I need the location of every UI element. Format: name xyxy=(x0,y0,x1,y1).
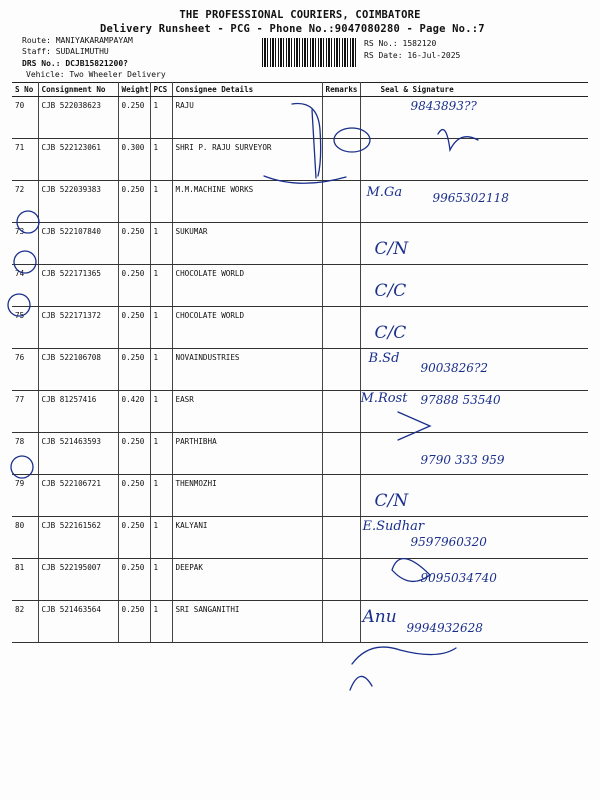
row-consignment-no: CJB 522039383 xyxy=(38,181,118,223)
row-consignee: PARTHIBHA xyxy=(172,433,322,475)
row-signature xyxy=(360,139,588,181)
rs-no-label: RS No.: xyxy=(364,39,398,48)
staff-value: SUDALIMUTHU xyxy=(55,47,109,56)
handwritten-phone: 9095034740 xyxy=(420,571,497,585)
vehicle-line xyxy=(26,69,166,80)
row-remarks xyxy=(322,307,360,349)
row-pcs: 1 xyxy=(150,223,172,265)
drs-line xyxy=(22,58,128,69)
company-title: THE PROFESSIONAL COURIERS, COIMBATORE xyxy=(179,9,421,21)
route-line xyxy=(22,35,133,46)
row-consignment-no: CJB 521463593 xyxy=(38,433,118,475)
row-weight: 0.250 xyxy=(118,433,150,475)
handwritten-signature: C/C xyxy=(374,281,407,301)
table-row xyxy=(12,181,588,223)
row-consignment-no: CJB 522106721 xyxy=(38,475,118,517)
vehicle-label: Vehicle: xyxy=(26,70,65,79)
row-consignee: CHOCOLATE WORLD xyxy=(172,265,322,307)
handwritten-phone: 9003826?2 xyxy=(420,361,489,375)
handwritten-phone: 9597960320 xyxy=(410,535,487,549)
row-consignee: SHRI P. RAJU SURVEYOR xyxy=(172,139,322,181)
row-consignment-no: CJB 522123061 xyxy=(38,139,118,181)
row-signature xyxy=(360,181,588,223)
staff-label: Staff: xyxy=(22,47,51,56)
row-pcs: 1 xyxy=(150,97,172,139)
row-signature xyxy=(360,97,588,139)
row-remarks xyxy=(322,433,360,475)
drs-value: DCJB15821200? xyxy=(65,59,128,68)
row-consignment-no: CJB 521463564 xyxy=(38,601,118,643)
table-row xyxy=(12,391,588,433)
handwritten-phone: 97888 53540 xyxy=(420,393,501,407)
handwritten-signature: M.Rost xyxy=(360,391,408,406)
rs-no-line xyxy=(364,38,436,49)
row-weight: 0.250 xyxy=(118,349,150,391)
vehicle-value: Two Wheeler Delivery xyxy=(69,70,166,79)
row-signature xyxy=(360,349,588,391)
drs-label: DRS No.: xyxy=(22,59,61,68)
row-pcs: 1 xyxy=(150,475,172,517)
route-value: MANIYAKARAMPAYAM xyxy=(55,36,133,45)
row-sno: 81 xyxy=(12,559,38,601)
table-row xyxy=(12,517,588,559)
row-sno: 76 xyxy=(12,349,38,391)
barcode-image xyxy=(262,38,358,67)
handwritten-signature: E.Sudhar xyxy=(362,519,425,534)
row-remarks xyxy=(322,181,360,223)
row-sno: 74 xyxy=(12,265,38,307)
row-weight: 0.250 xyxy=(118,517,150,559)
header-weight: Weight xyxy=(118,83,150,97)
row-sno: 75 xyxy=(12,307,38,349)
header-consignment: Consignment No xyxy=(38,83,118,97)
row-remarks xyxy=(322,223,360,265)
row-remarks xyxy=(322,349,360,391)
row-remarks xyxy=(322,517,360,559)
row-consignee: RAJU xyxy=(172,97,322,139)
table-header-row xyxy=(12,83,588,97)
row-consignee: CHOCOLATE WORLD xyxy=(172,307,322,349)
row-sno: 80 xyxy=(12,517,38,559)
row-consignment-no: CJB 522171372 xyxy=(38,307,118,349)
table-row xyxy=(12,559,588,601)
handwritten-signature: C/N xyxy=(374,239,409,259)
row-consignment-no: CJB 522106708 xyxy=(38,349,118,391)
row-consignee: SRI SANGANITHI xyxy=(172,601,322,643)
row-weight: 0.250 xyxy=(118,601,150,643)
row-weight: 0.250 xyxy=(118,559,150,601)
row-consignment-no: CJB 522195007 xyxy=(38,559,118,601)
row-pcs: 1 xyxy=(150,601,172,643)
handwritten-phone: 9843893?? xyxy=(410,99,477,113)
row-weight: 0.250 xyxy=(118,97,150,139)
rs-no-value: 1582120 xyxy=(402,39,437,48)
handwritten-signature: Anu xyxy=(362,607,397,627)
rs-date-line xyxy=(364,50,460,61)
row-weight: 0.300 xyxy=(118,139,150,181)
row-signature xyxy=(360,391,588,433)
row-consignee: DEEPAK xyxy=(172,559,322,601)
row-sno: 72 xyxy=(12,181,38,223)
header-pcs: PCS xyxy=(150,83,172,97)
row-consignment-no: CJB 522107840 xyxy=(38,223,118,265)
row-consignment-no: CJB 522161562 xyxy=(38,517,118,559)
table-row xyxy=(12,97,588,139)
table-row xyxy=(12,307,588,349)
row-remarks xyxy=(322,601,360,643)
header-signature: Seal & Signature xyxy=(360,83,588,97)
row-pcs: 1 xyxy=(150,433,172,475)
row-remarks xyxy=(322,97,360,139)
header-consignee: Consignee Details xyxy=(172,83,322,97)
rs-date-label: RS Date: xyxy=(364,51,403,60)
table-row xyxy=(12,265,588,307)
table-row xyxy=(12,139,588,181)
row-weight: 0.250 xyxy=(118,181,150,223)
row-pcs: 1 xyxy=(150,139,172,181)
handwritten-signature: M.Ga xyxy=(366,185,403,200)
row-consignment-no: CJB 522171365 xyxy=(38,265,118,307)
header-sno: S No xyxy=(12,83,38,97)
row-sno: 73 xyxy=(12,223,38,265)
row-pcs: 1 xyxy=(150,307,172,349)
row-remarks xyxy=(322,475,360,517)
row-consignment-no: CJB 522038623 xyxy=(38,97,118,139)
row-remarks xyxy=(322,559,360,601)
handwritten-phone: 9965302118 xyxy=(432,191,509,205)
row-signature xyxy=(360,433,588,475)
row-sno: 77 xyxy=(12,391,38,433)
row-consignee: M.M.MACHINE WORKS xyxy=(172,181,322,223)
rs-date-value: 16-Jul-2025 xyxy=(407,51,461,60)
row-consignee: NOVAINDUSTRIES xyxy=(172,349,322,391)
row-signature xyxy=(360,223,588,265)
row-pcs: 1 xyxy=(150,181,172,223)
row-pcs: 1 xyxy=(150,349,172,391)
table-row xyxy=(12,601,588,643)
row-sno: 70 xyxy=(12,97,38,139)
row-sno: 71 xyxy=(12,139,38,181)
row-weight: 0.250 xyxy=(118,475,150,517)
row-pcs: 1 xyxy=(150,559,172,601)
handwritten-phone: 9790 333 959 xyxy=(420,453,505,467)
row-signature xyxy=(360,559,588,601)
row-signature xyxy=(360,475,588,517)
row-consignee: THENMOZHI xyxy=(172,475,322,517)
row-weight: 0.250 xyxy=(118,265,150,307)
row-pcs: 1 xyxy=(150,265,172,307)
row-consignment-no: CJB 81257416 xyxy=(38,391,118,433)
row-signature xyxy=(360,307,588,349)
staff-line xyxy=(22,46,109,57)
row-remarks xyxy=(322,391,360,433)
row-sno: 78 xyxy=(12,433,38,475)
row-signature xyxy=(360,265,588,307)
handwritten-signature: C/N xyxy=(374,491,409,511)
table-row xyxy=(12,349,588,391)
row-remarks xyxy=(322,139,360,181)
handwritten-phone: 9994932628 xyxy=(406,621,483,635)
table-row xyxy=(12,475,588,517)
row-pcs: 1 xyxy=(150,517,172,559)
row-signature xyxy=(360,601,588,643)
row-consignee: SUKUMAR xyxy=(172,223,322,265)
row-signature xyxy=(360,517,588,559)
handwritten-signature: C/C xyxy=(374,323,407,343)
header-remarks: Remarks xyxy=(322,83,360,97)
signature-bottom xyxy=(352,647,456,664)
table-row xyxy=(12,433,588,475)
route-label: Route: xyxy=(22,36,51,45)
row-consignee: EASR xyxy=(172,391,322,433)
row-weight: 0.420 xyxy=(118,391,150,433)
row-weight: 0.250 xyxy=(118,307,150,349)
row-weight: 0.250 xyxy=(118,223,150,265)
row-consignee: KALYANI xyxy=(172,517,322,559)
row-sno: 82 xyxy=(12,601,38,643)
runsheet-heading: Delivery Runsheet - PCG - Phone No.:9047080280 - Page No.:7 xyxy=(100,23,485,35)
row-pcs: 1 xyxy=(150,391,172,433)
delivery-table xyxy=(12,82,588,643)
handwritten-signature: B.Sd xyxy=(368,351,400,366)
table-row xyxy=(12,223,588,265)
row-sno: 79 xyxy=(12,475,38,517)
row-remarks xyxy=(322,265,360,307)
